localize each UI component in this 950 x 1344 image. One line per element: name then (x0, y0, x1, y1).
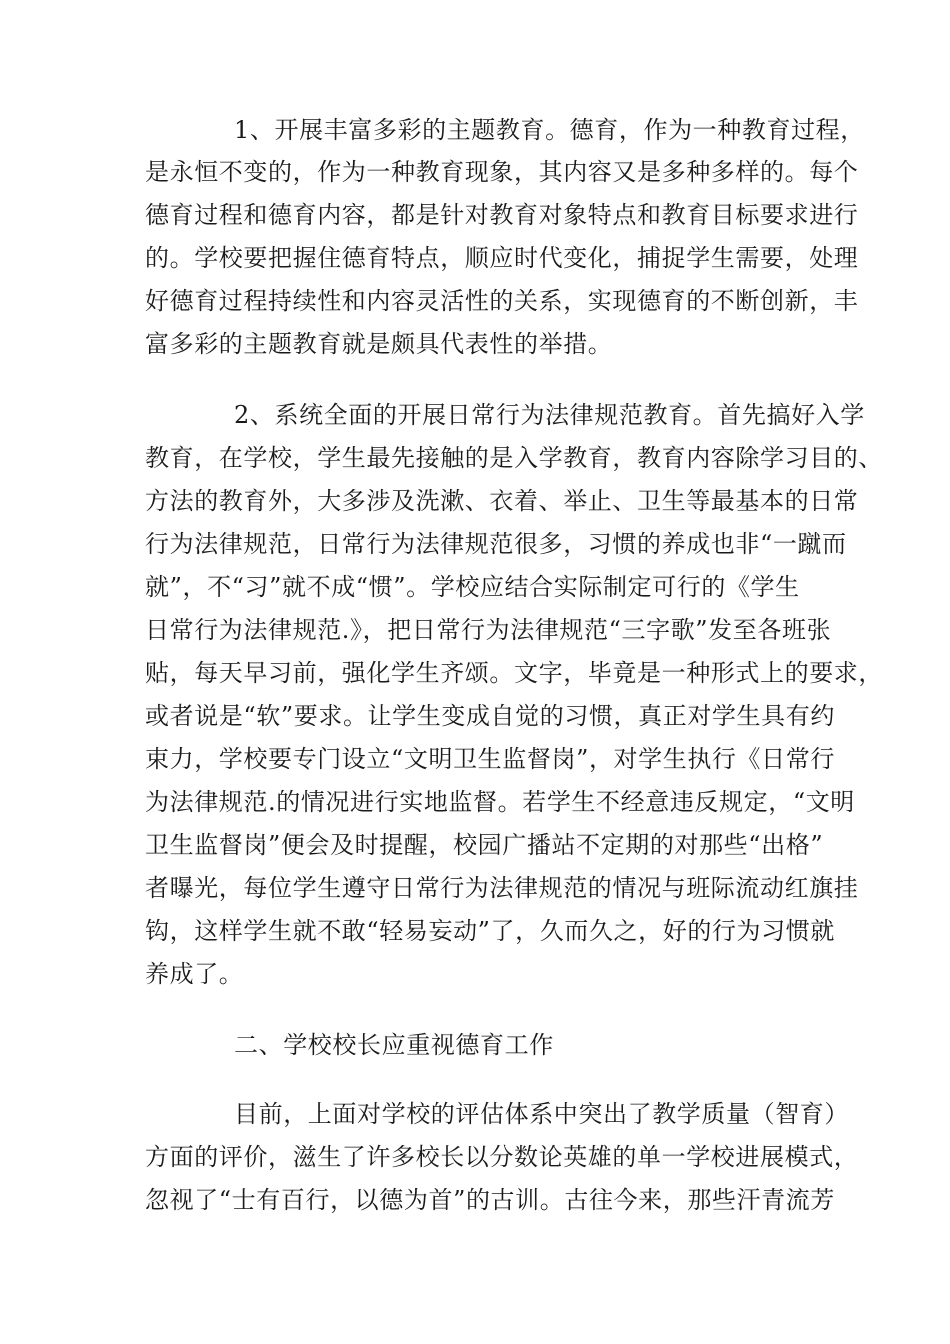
paragraph-1-line-1: 1、开展丰富多彩的主题教育。德育，作为一种教育过程， (234, 116, 865, 144)
paragraph-3-line-3: 忽视了“士有百行，以德为首”的古训。古往今来，那些汗青流芳 (145, 1186, 835, 1214)
paragraph-2-line-1: 2、系统全面的开展日常行为法律规范教育。首先搞好入学 (234, 401, 865, 429)
paragraph-2-line-7: 贴，每天早习前，强化学生齐颂。文字，毕竟是一种形式上的要求， (145, 659, 883, 687)
paragraph-2-line-6: 日常行为法律规范.》，把日常行为法律规范“三字歌”发至各班张 (145, 616, 832, 644)
paragraph-1-line-3: 德育过程和德育内容，都是针对教育对象特点和教育目标要求进行 (145, 201, 859, 229)
paragraph-2-line-2: 教育，在学校，学生最先接触的是入学教育，教育内容除学习目的、 (145, 444, 883, 472)
paragraph-2-line-4: 行为法律规范，日常行为法律规范很多，习惯的养成也非“一蹴而 (145, 530, 847, 558)
paragraph-2-line-8: 或者说是“软”要求。让学生变成自觉的习惯，真正对学生具有约 (145, 702, 835, 730)
paragraph-1-line-4: 的。学校要把握住德育特点，顺应时代变化，捕捉学生需要，处理 (145, 244, 859, 272)
paragraph-2-line-12: 者曝光，每位学生遵守日常行为法律规范的情况与班际流动红旗挂 (145, 874, 859, 902)
paragraph-1-line-5: 好德育过程持续性和内容灵活性的关系，实现德育的不断创新，丰 (145, 287, 859, 315)
paragraph-2-line-5: 就”，不“习”就不成“惯”。学校应结合实际制定可行的《学生 (145, 573, 800, 601)
paragraph-2-line-11: 卫生监督岗”便会及时提醒，校园广播站不定期的对那些“出格” (145, 831, 824, 859)
paragraph-1-line-2: 是永恒不变的，作为一种教育现象，其内容又是多种多样的。每个 (145, 158, 859, 186)
paragraph-2-line-13: 钩，这样学生就不敢“轻易妄动”了，久而久之，好的行为习惯就 (145, 917, 835, 945)
paragraph-2-line-9: 束力，学校要专门设立“文明卫生监督岗”，对学生执行《日常行 (145, 745, 835, 773)
paragraph-3-line-2: 方面的评价，滋生了许多校长以分数论英雄的单一学校进展模式， (145, 1143, 859, 1171)
section-heading: 二、学校校长应重视德育工作 (234, 1031, 554, 1059)
paragraph-1-line-6: 富多彩的主题教育就是颇具代表性的举措。 (145, 330, 613, 358)
paragraph-2-line-3: 方法的教育外，大多涉及洗漱、衣着、举止、卫生等最基本的日常 (145, 487, 859, 515)
paragraph-3-line-1: 目前，上面对学校的评估体系中突出了教学质量（智育） (234, 1100, 849, 1128)
paragraph-2-line-10: 为法律规范.的情况进行实地监督。若学生不经意违反规定，“文明 (145, 788, 855, 816)
paragraph-2-line-14: 养成了。 (145, 960, 244, 988)
